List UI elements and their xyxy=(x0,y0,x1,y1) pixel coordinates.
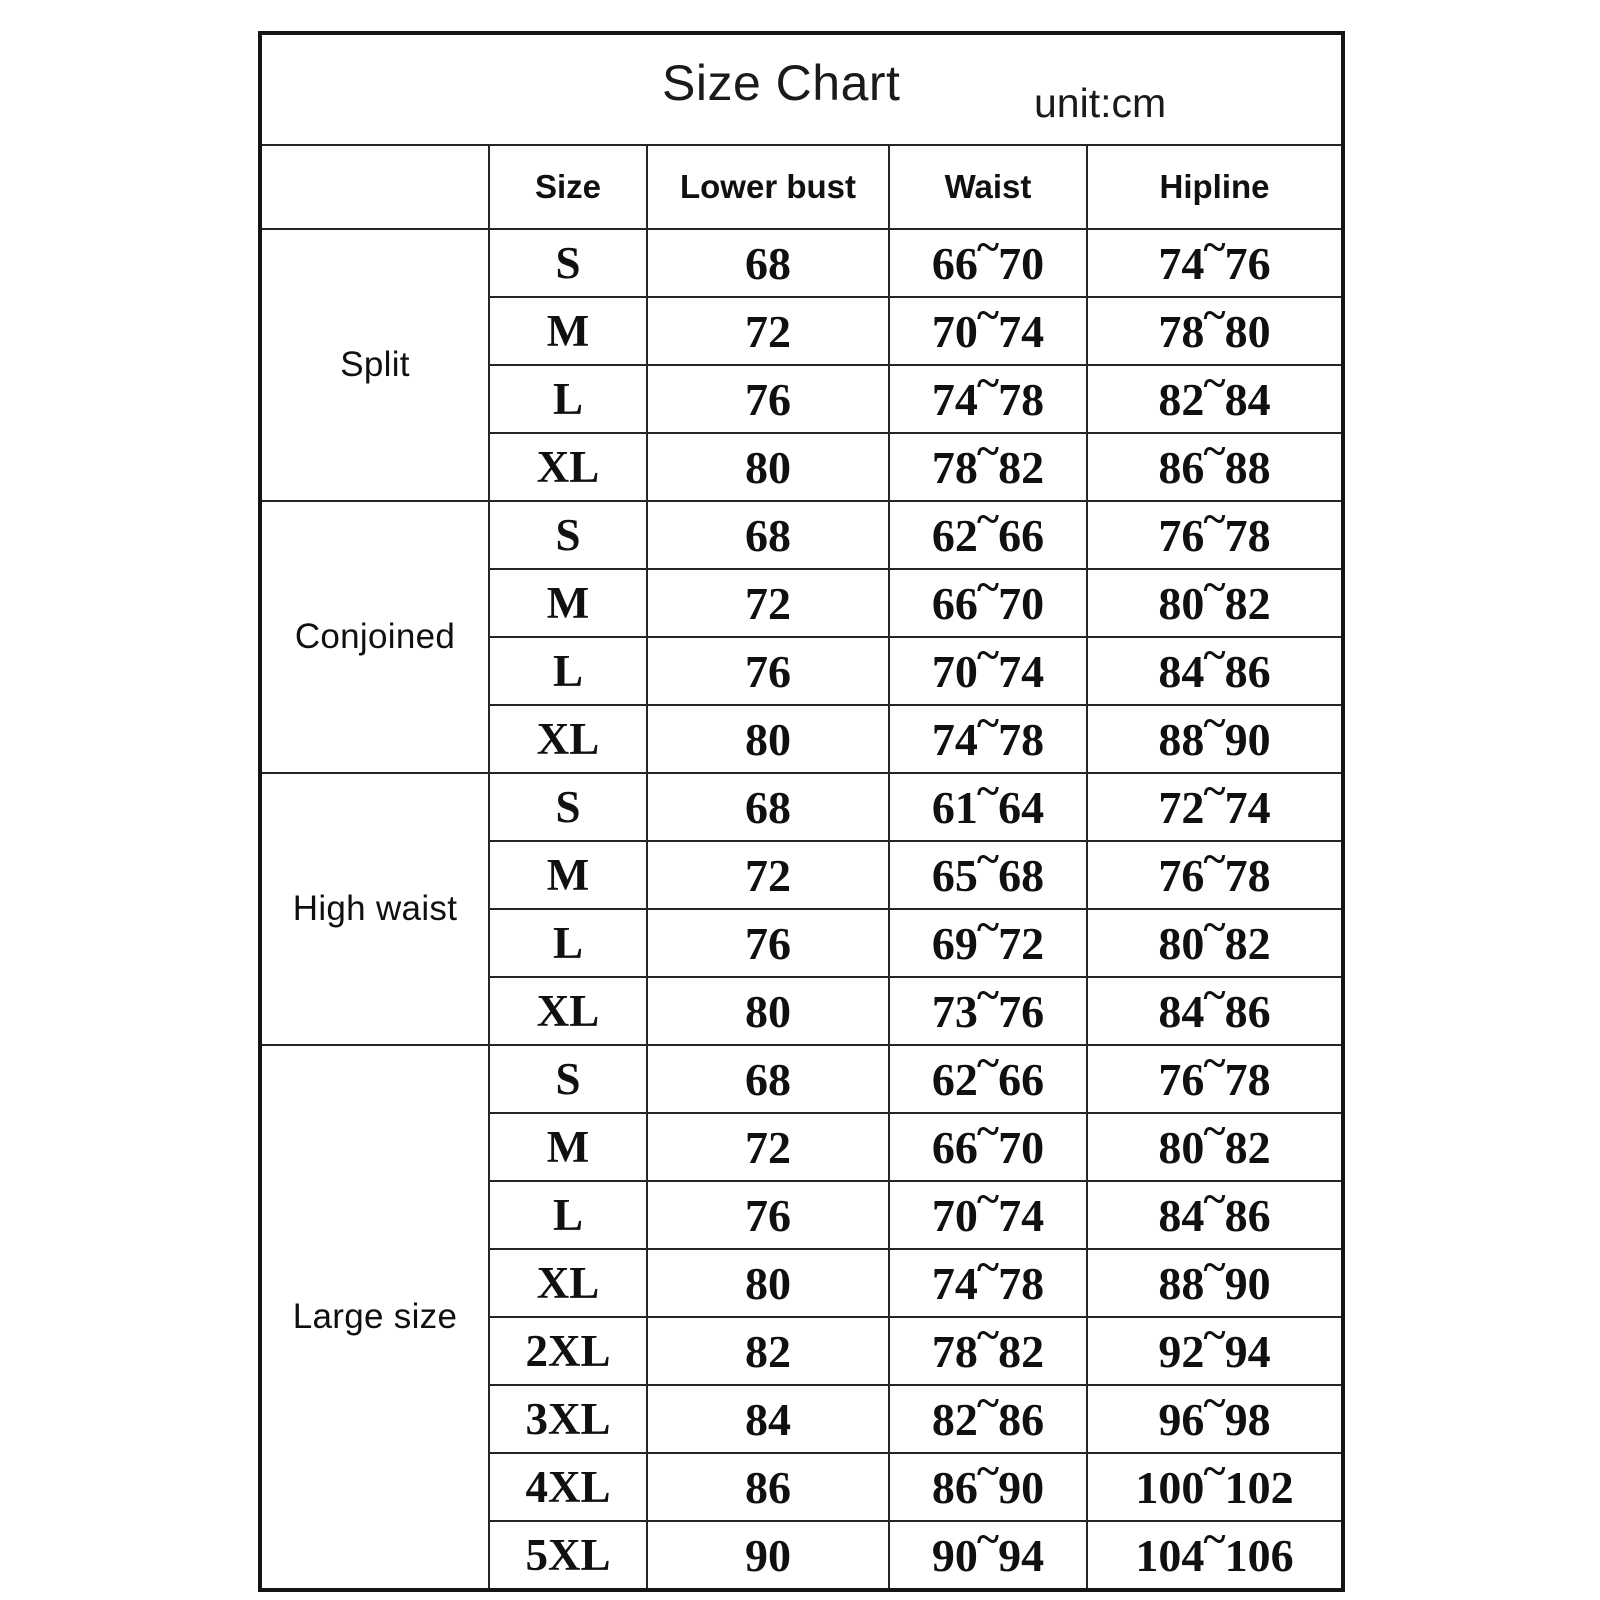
range-value: 84~86 xyxy=(1158,971,1271,1037)
range-value: 70~74 xyxy=(931,291,1045,357)
range-value: 61~64 xyxy=(931,767,1045,833)
range-value: 76~78 xyxy=(1158,495,1271,561)
cell-size: XL xyxy=(489,433,647,501)
range-value: 80~82 xyxy=(1158,903,1271,969)
table-row xyxy=(260,501,1343,569)
cell-hipline xyxy=(1087,1243,1343,1317)
cell-size: L xyxy=(489,637,647,705)
cell-hipline xyxy=(1087,1311,1343,1385)
cell-hipline xyxy=(1087,903,1343,977)
size-chart-body xyxy=(260,33,1343,1590)
range-value: 78~82 xyxy=(931,427,1045,493)
cell-hipline xyxy=(1087,1379,1343,1453)
range-value: 86~90 xyxy=(931,1447,1045,1513)
size-chart-table xyxy=(258,31,1345,1592)
cell-waist xyxy=(889,903,1087,977)
range-value: 76~78 xyxy=(1158,1039,1271,1105)
column-header-size: Size xyxy=(489,145,647,229)
category-label-split: Split xyxy=(260,229,489,501)
title-cell xyxy=(260,33,1343,145)
cell-lower-bust: 82 xyxy=(647,1317,889,1385)
range-value: 82~84 xyxy=(1158,359,1271,425)
title-row xyxy=(260,33,1343,145)
cell-hipline xyxy=(1087,699,1343,773)
cell-size: 5XL xyxy=(489,1521,647,1590)
cell-lower-bust: 80 xyxy=(647,705,889,773)
table-row xyxy=(260,773,1343,841)
cell-waist xyxy=(889,563,1087,637)
cell-lower-bust: 80 xyxy=(647,433,889,501)
cell-waist xyxy=(889,767,1087,841)
cell-waist xyxy=(889,835,1087,909)
range-value: 84~86 xyxy=(1158,1175,1271,1241)
cell-hipline xyxy=(1087,1039,1343,1113)
cell-size: XL xyxy=(489,705,647,773)
header-row xyxy=(260,145,1343,229)
cell-waist xyxy=(889,1447,1087,1521)
range-value: 73~76 xyxy=(931,971,1045,1037)
cell-size: 2XL xyxy=(489,1317,647,1385)
cell-lower-bust: 68 xyxy=(647,773,889,841)
cell-size: L xyxy=(489,909,647,977)
cell-waist xyxy=(889,1311,1087,1385)
range-value: 70~74 xyxy=(931,631,1045,697)
range-value: 72~74 xyxy=(1158,767,1271,833)
range-value: 104~106 xyxy=(1135,1515,1294,1581)
cell-hipline xyxy=(1087,291,1343,365)
range-value: 66~70 xyxy=(931,563,1045,629)
cell-lower-bust: 76 xyxy=(647,637,889,705)
range-value: 76~78 xyxy=(1158,835,1271,901)
range-value: 80~82 xyxy=(1158,1107,1271,1173)
cell-lower-bust: 72 xyxy=(647,569,889,637)
cell-size: M xyxy=(489,1113,647,1181)
cell-size: L xyxy=(489,365,647,433)
cell-lower-bust: 68 xyxy=(647,501,889,569)
cell-hipline xyxy=(1087,1107,1343,1181)
range-value: 78~82 xyxy=(931,1311,1045,1377)
cell-hipline xyxy=(1087,223,1343,297)
table-row xyxy=(260,229,1343,297)
cell-hipline xyxy=(1087,495,1343,569)
cell-waist xyxy=(889,223,1087,297)
range-value: 88~90 xyxy=(1158,1243,1271,1309)
cell-hipline xyxy=(1087,1515,1343,1590)
cell-lower-bust: 76 xyxy=(647,365,889,433)
cell-lower-bust: 80 xyxy=(647,1249,889,1317)
range-value: 62~66 xyxy=(931,1039,1045,1105)
cell-hipline xyxy=(1087,427,1343,501)
range-value: 66~70 xyxy=(931,223,1045,289)
range-value: 74~78 xyxy=(931,699,1045,765)
cell-size: 3XL xyxy=(489,1385,647,1453)
range-value: 74~76 xyxy=(1158,223,1271,289)
column-header-category xyxy=(260,145,489,229)
range-value: 65~68 xyxy=(931,835,1045,901)
cell-size: S xyxy=(489,501,647,569)
cell-lower-bust: 80 xyxy=(647,977,889,1045)
cell-size: S xyxy=(489,773,647,841)
cell-size: S xyxy=(489,229,647,297)
category-label-large-size: Large size xyxy=(260,1045,489,1590)
column-header-hipline: Hipline xyxy=(1087,145,1343,229)
cell-size: M xyxy=(489,569,647,637)
range-value: 84~86 xyxy=(1158,631,1271,697)
range-value: 74~78 xyxy=(931,1243,1045,1309)
range-value: 78~80 xyxy=(1158,291,1271,357)
cell-size: M xyxy=(489,297,647,365)
cell-size: 4XL xyxy=(489,1453,647,1521)
range-value: 90~94 xyxy=(931,1515,1045,1581)
cell-hipline xyxy=(1087,1175,1343,1249)
cell-waist xyxy=(889,1039,1087,1113)
cell-hipline xyxy=(1087,767,1343,841)
cell-lower-bust: 68 xyxy=(647,1045,889,1113)
range-value: 80~82 xyxy=(1158,563,1271,629)
cell-size: S xyxy=(489,1045,647,1113)
cell-hipline xyxy=(1087,1447,1343,1521)
column-header-waist: Waist xyxy=(889,145,1087,229)
cell-hipline xyxy=(1087,835,1343,909)
range-value: 82~86 xyxy=(931,1379,1045,1445)
cell-size: M xyxy=(489,841,647,909)
category-label-conjoined: Conjoined xyxy=(260,501,489,773)
range-value: 86~88 xyxy=(1158,427,1271,493)
category-label-high-waist: High waist xyxy=(260,773,489,1045)
cell-waist xyxy=(889,495,1087,569)
cell-lower-bust: 72 xyxy=(647,297,889,365)
cell-waist xyxy=(889,971,1087,1045)
cell-waist xyxy=(889,1107,1087,1181)
column-header-lower-bust: Lower bust xyxy=(647,145,889,229)
cell-size: L xyxy=(489,1181,647,1249)
cell-hipline xyxy=(1087,631,1343,705)
cell-hipline xyxy=(1087,971,1343,1045)
table-row xyxy=(260,1045,1343,1113)
cell-lower-bust: 76 xyxy=(647,1181,889,1249)
cell-lower-bust: 84 xyxy=(647,1385,889,1453)
range-value: 62~66 xyxy=(931,495,1045,561)
cell-waist xyxy=(889,1243,1087,1317)
cell-waist xyxy=(889,1515,1087,1590)
cell-lower-bust: 86 xyxy=(647,1453,889,1521)
title-wrap xyxy=(262,35,1341,144)
cell-waist xyxy=(889,359,1087,433)
cell-lower-bust: 72 xyxy=(647,841,889,909)
range-value: 74~78 xyxy=(931,359,1045,425)
cell-hipline xyxy=(1087,359,1343,433)
range-value: 66~70 xyxy=(931,1107,1045,1173)
cell-waist xyxy=(889,631,1087,705)
cell-waist xyxy=(889,427,1087,501)
cell-lower-bust: 72 xyxy=(647,1113,889,1181)
range-value: 88~90 xyxy=(1158,699,1271,765)
unit-label: unit:cm xyxy=(1034,80,1167,126)
cell-waist xyxy=(889,1379,1087,1453)
cell-size: XL xyxy=(489,977,647,1045)
cell-waist xyxy=(889,291,1087,365)
cell-size: XL xyxy=(489,1249,647,1317)
cell-lower-bust: 90 xyxy=(647,1521,889,1590)
range-value: 92~94 xyxy=(1158,1311,1271,1377)
cell-waist xyxy=(889,1175,1087,1249)
range-value: 100~102 xyxy=(1135,1447,1294,1513)
cell-hipline xyxy=(1087,563,1343,637)
cell-lower-bust: 76 xyxy=(647,909,889,977)
range-value: 69~72 xyxy=(931,903,1045,969)
range-value: 96~98 xyxy=(1158,1379,1271,1445)
page-title: Size Chart xyxy=(662,55,901,111)
cell-lower-bust: 68 xyxy=(647,229,889,297)
cell-waist xyxy=(889,699,1087,773)
range-value: 70~74 xyxy=(931,1175,1045,1241)
